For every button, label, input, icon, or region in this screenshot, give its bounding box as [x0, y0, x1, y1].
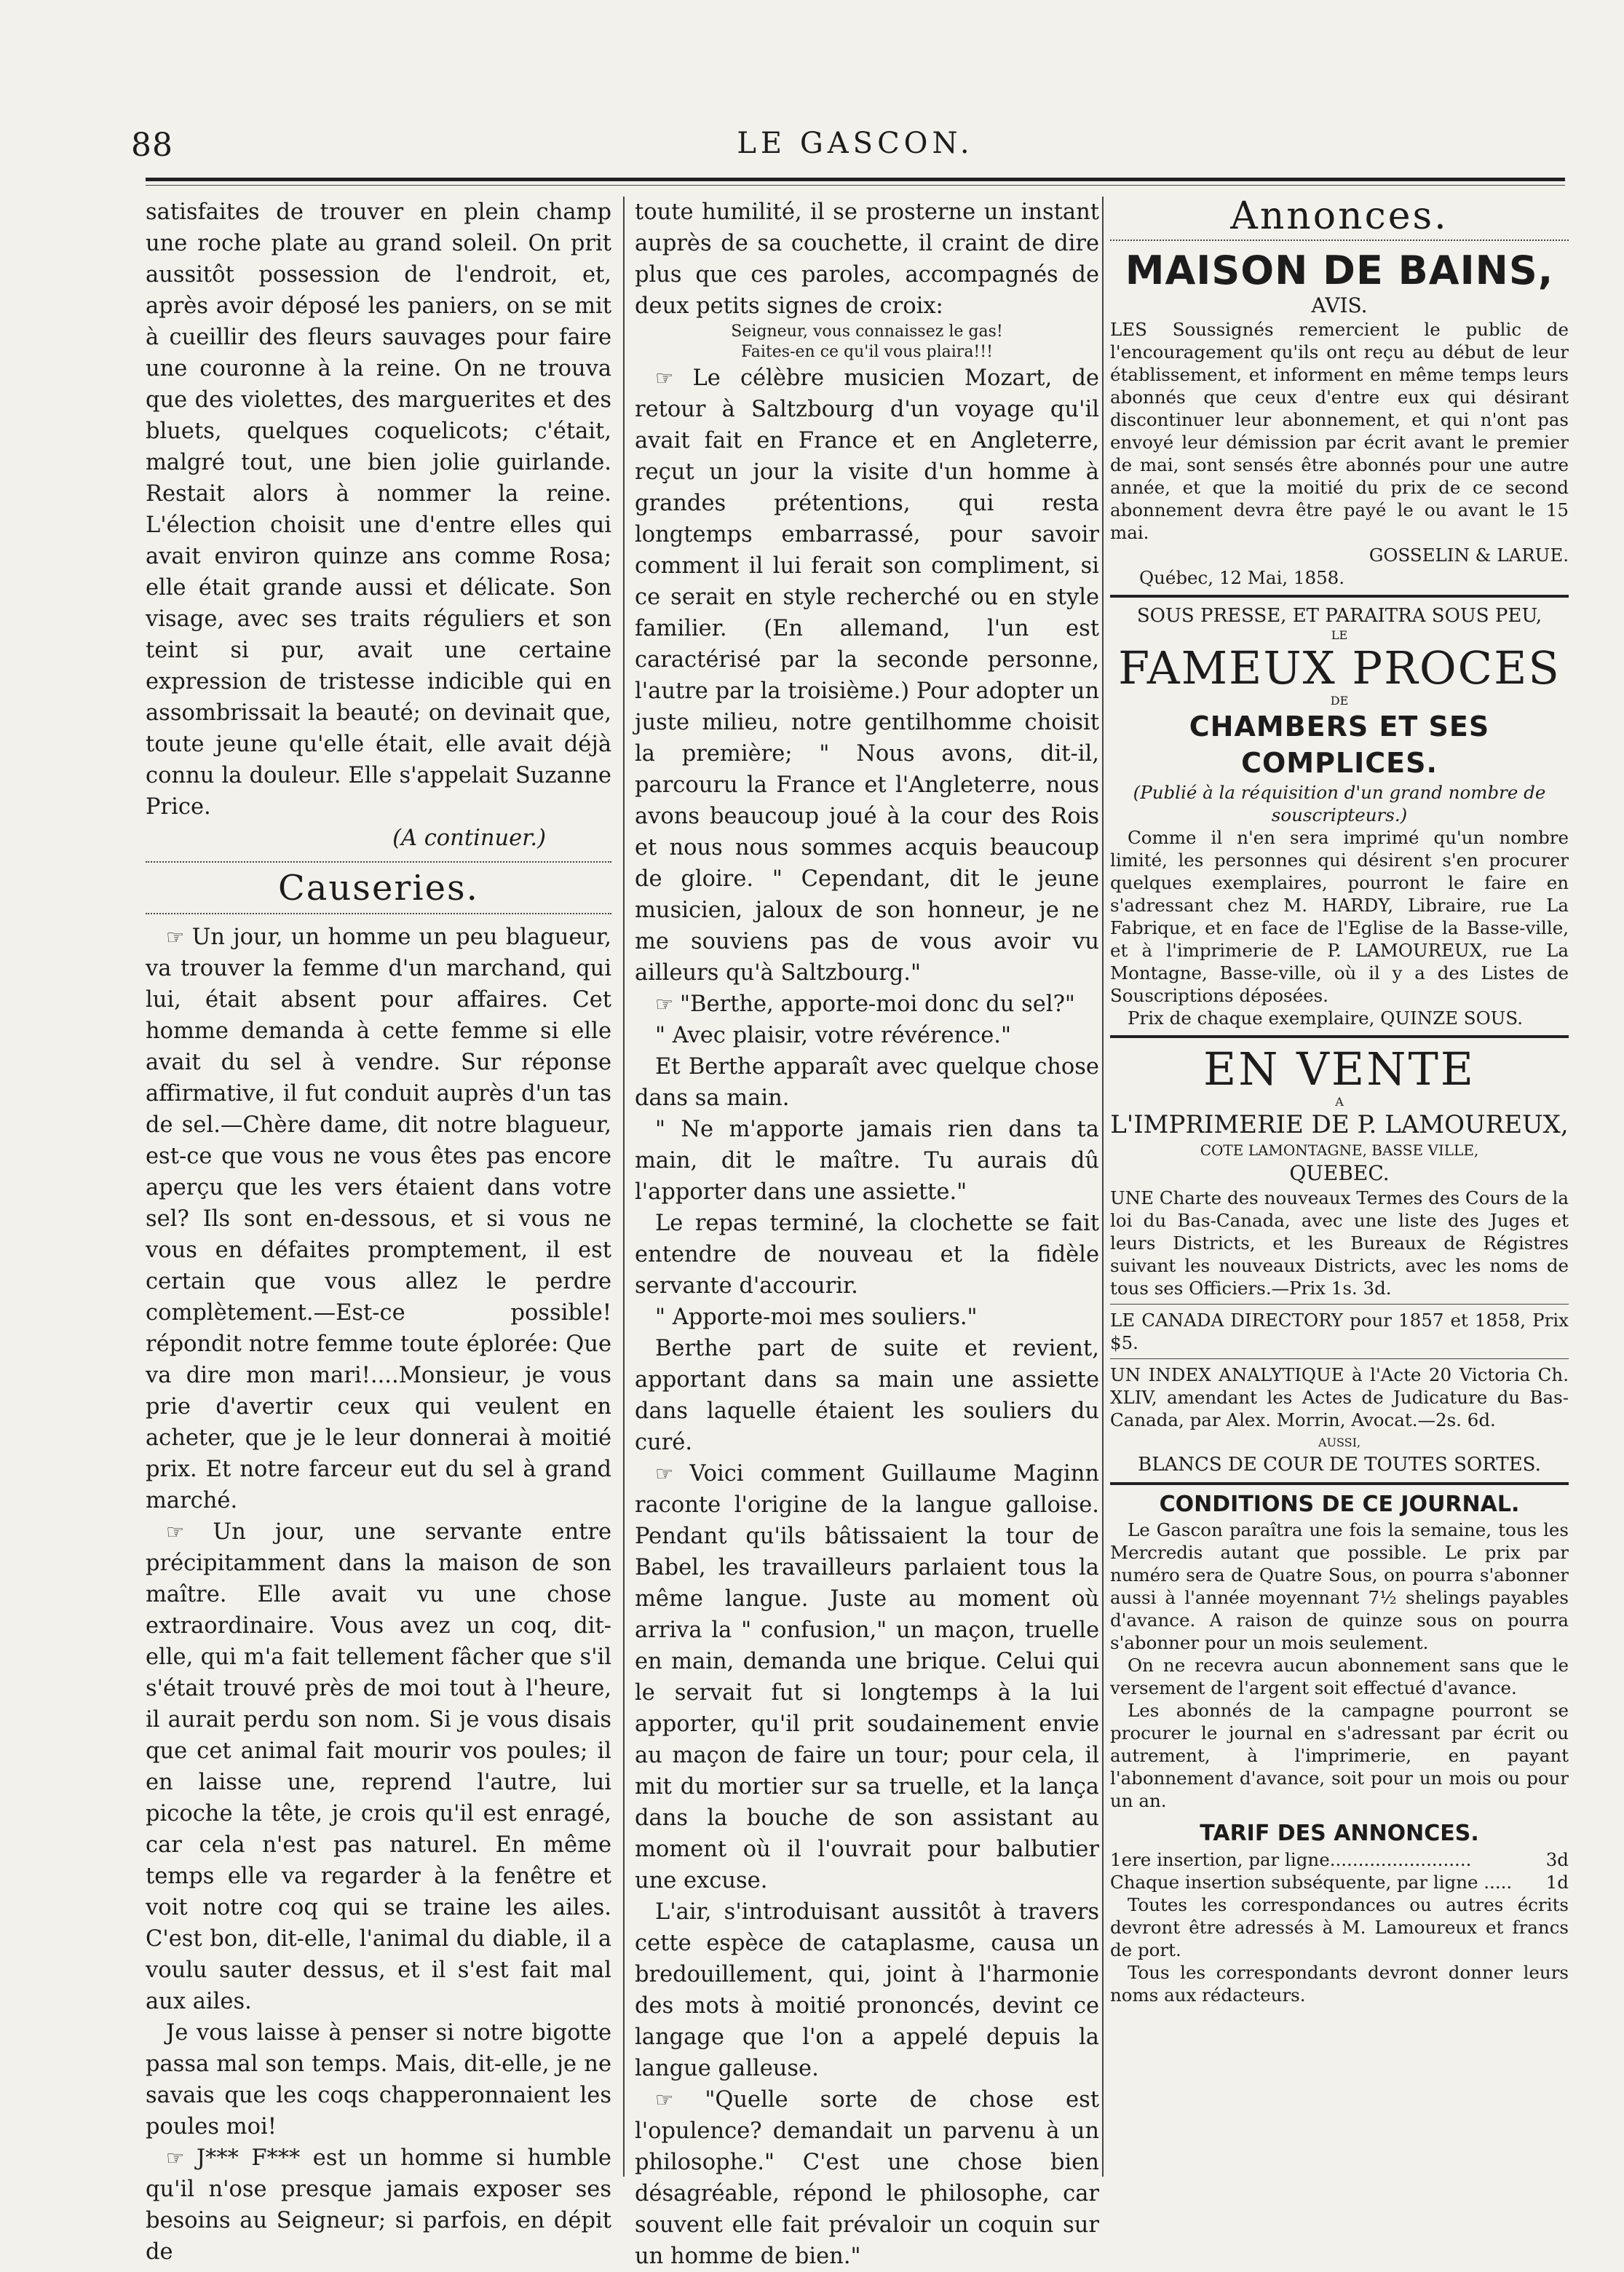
page-number: 88: [131, 127, 173, 164]
imprimerie-name: L'IMPRIMERIE DE P. LAMOUREUX,: [1110, 1110, 1569, 1139]
anecdote-welsh-2: L'air, s'introduisant aussitôt à travers cette espèce de cataplasme, causa un bredouillement, qui, joint à l'harmonie des mots à moitié prononcés, devint ce langage que l'on a appelé depuis la langue galleuse.: [635, 1899, 1099, 2081]
anecdote-salt-text: Un jour, un homme un peu blagueur, va trouver la femme d'un marchand, qui lui, était absent pour affaires. Cet homme demanda à cette femme si elle avait du sel à vendre. Sur réponse affirmative, il fut conduit auprès d'un tas de sel.—Chère dame, dit notre blagueur, est-ce que vous ne vous êtes pas encore aperçu que les vers étaient dans votre sel? Ils sont en-dessous, et si vous ne vous en défaites promptement, il est certain que vous allez le perdre complètement.—Est-ce possible! répondit notre femme toute éplorée: Que va dire mon mari!....Monsieur, je vous prie d'avertir ceux qui veulent en acheter, que je le leur donnerai à moitié prix. Et notre farceur eut du sel à grand marché.: [146, 925, 611, 1513]
avis-signature: GOSSELIN & LARUE.: [1368, 545, 1569, 566]
tarif-row-1-label: 1ere insertion, par ligne.........................: [1110, 1849, 1472, 1870]
anecdote-rooster: [146, 1516, 611, 2017]
condition-1: Le Gascon paraîtra une fois la semaine, tous les Mercredis autant que possible. Le prix par numéro sera de Quatre Sous, on pourra s'abonner aussi à l'année moyennant 7½ shelings payables d'avance. A raison de quinze sous on pourra s'abonner pour un mois seulement.: [1110, 1519, 1569, 1653]
fameux-block: [1110, 781, 1569, 1029]
aussi-label: AUSSI,: [1318, 1436, 1361, 1449]
quebec-label: QUEBEC.: [1289, 1161, 1390, 1185]
causeries-title: Causeries.: [278, 868, 479, 909]
ad-divider: [1110, 1035, 1569, 1038]
anecdote-welsh: [635, 1458, 1099, 1896]
tarif-row-2: [1110, 1871, 1569, 1893]
header-rule: [146, 178, 1565, 181]
tarif-row-2-label: Chaque insertion subséquente, par ligne .....: [1110, 1872, 1513, 1893]
section-divider: [1110, 240, 1569, 241]
berthe-line-3: Et Berthe apparaît avec quelque chose dans sa main.: [635, 1054, 1099, 1111]
ad-divider: [1110, 595, 1569, 598]
berthe-line-2: " Avec plaisir, votre révérence.": [655, 1023, 1012, 1048]
column-1: [146, 197, 611, 2268]
to-be-continued: (A continuer.): [392, 826, 546, 851]
condition-2: On ne recevra aucun abonnement sans que le versement de l'argent soit effectué d'avance.: [1110, 1655, 1569, 1698]
berthe-line-6: " Apporte-moi mes souliers.": [655, 1305, 978, 1330]
tarif-block: [1110, 1848, 1569, 2006]
le-label: LE: [1331, 628, 1348, 642]
fameux-proces-title: FAMEUX PROCES: [1118, 641, 1561, 694]
avis-block: [1110, 318, 1569, 589]
blancs-line: BLANCS DE COUR DE TOUTES SORTES.: [1138, 1454, 1541, 1476]
tarif-row-1-price: 3d: [1545, 1849, 1569, 1870]
anecdote-opulence-text: "Quelle sorte de chose est l'opulence? demandait un parvenu à un philosophe." C'est une chose bien désagréable, répond le philosophe, car souvent elle fait prévaloir un coquin sur un homme de bien.": [635, 2087, 1099, 2269]
anecdote-mozart-text: Le célèbre musicien Mozart, de retour à Saltzbourg d'un voyage qu'il avait fait en France et en Angleterre, reçut un jour la visite d'un homme à grandes prétentions, qui resta longtemps embarrassé, pour savoir comment il lui ferait son compliment, si ce serait en style recherché ou en style familier. (En allemand, l'un est caractérisé par la seconde personne, l'autre par la troisième.) Pour adopter un juste milieu, notre gentilhomme choisit la première; " Nous avons, dit-il, parcouru la France et l'Angleterre, nous avons beaucoup joué à la cour des Rois et nous nous sommes acquis beaucoup de gloire. " Cependant, dit le jeune musicien, jaloux de son honneur, je ne me souviens pas de vous avoir vu ailleurs qu'à Saltzbourg.": [635, 365, 1099, 986]
avis-heading: AVIS.: [1311, 293, 1368, 317]
page-header: [131, 122, 1580, 166]
tarif-row-1: [1110, 1848, 1569, 1871]
ad-divider: [1110, 1482, 1569, 1485]
pointing-hand-icon: ☞: [166, 925, 192, 949]
verse-line-2: Faites-en ce qu'il vous plaira!!!: [741, 343, 993, 361]
pointing-hand-icon: ☞: [655, 366, 693, 390]
tarif-title: TARIF DES ANNONCES.: [1200, 1821, 1479, 1846]
berthe-line-7: Berthe part de suite et revient, apportant dans sa main une assiette dans laquelle étaient les souliers du curé.: [635, 1336, 1099, 1455]
section-divider: [146, 913, 611, 914]
pointing-hand-icon: ☞: [655, 1462, 690, 1486]
anecdote-mozart: [635, 363, 1099, 989]
en-vente-block: [1110, 1187, 1569, 1476]
anecdote-rooster-text: Un jour, une servante entre précipitamment dans la maison de son maître. Elle avait vu une chose extraordinaire. Vous avez un coq, dit-elle, qui m'a fait tellement fâcher que s'il s'était trouvé près de moi tout à l'heure, il aurait perdu son nom. Si je vous disais que cet animal fait mourir vos poules; il en laisse une, reprend l'autre, lui picoche la tête, je crois qu'il est enragé, car cela n'est pas naturel. En même temps elle va regarder à la fenêtre et voit notre coq qui se traine les ailes. C'est bon, dit-elle, l'animal du diable, il a voulu sauter dessus, et il s'est fait mal aux ailes.: [146, 1519, 611, 2014]
pointing-hand-icon: ☞: [166, 2146, 197, 2170]
anecdote-welsh-text: Voici comment Guillaume Maginn raconte l'origine de la langue galloise. Pendant qu'ils bâtissaient la tour de Babel, les travailleurs parlaient tous la même langue. Juste au moment où arriva la " confusion," un maçon, truelle en main, demanda une brique. Celui qui le servait fut si longtemps à la lui apporter, qu'il prit soudainement envie au maçon de faire un tour; pour cela, il mit du mortier sur sa truelle, et la lança dans la bouche de son assistant au moment où il l'ouvrait pour balbutier une excuse.: [635, 1461, 1099, 1893]
annonces-title: Annonces.: [1230, 194, 1449, 238]
verse-line-1: Seigneur, vous connaissez le gas!: [731, 322, 1003, 341]
en-vente-title: EN VENTE: [1203, 1042, 1476, 1096]
anecdote-humble: [146, 2142, 611, 2268]
berthe-line-5: Le repas terminé, la clochette se fait entendre de nouveau et la fidèle servante d'accourir.: [635, 1211, 1099, 1299]
condition-3: Les abonnés de la campagne pourront se procurer le journal en s'adressant par écrit ou autrement, à l'imprimerie, en payant l'abonnement d'avance, soit pour un mois ou pour un an.: [1110, 1700, 1569, 1811]
conditions-title: CONDITIONS DE CE JOURNAL.: [1159, 1492, 1520, 1517]
humble-continued: toute humilité, il se prosterne un instant auprès de sa couchette, il craint de dire plus que ces paroles, accompagnés de deux petits signes de croix:: [635, 199, 1099, 319]
sous-presse: SOUS PRESSE, ET PARAITRA SOUS PEU,: [1136, 605, 1542, 627]
chambers-title: CHAMBERS ET SES COMPLICES.: [1189, 711, 1490, 779]
column-divider-2: [1102, 197, 1104, 2177]
column-3-ads: [1110, 194, 1569, 2006]
a-label: A: [1335, 1095, 1344, 1109]
item-divider: [1110, 1304, 1569, 1305]
anecdote-bigotte: Je vous laisse à penser si notre bigotte passa mal son temps. Mais, dit-elle, je ne savais que les coqs chapperonnaient les poules moi!: [146, 2020, 611, 2140]
de-label: DE: [1330, 694, 1349, 708]
tarif-text: Toutes les correspondances ou autres écrits devront être adressés à M. Lamoureux et francs de port.: [1110, 1894, 1569, 1960]
charte-text: UNE Charte des nouveaux Termes des Cours de la loi du Bas-Canada, avec une liste des Juges et leurs Districts, et les Bureaux de Régistres suivant les nouveaux Districts, avec les noms de tous ses Officiers.—Prix 1s. 3d.: [1110, 1187, 1569, 1299]
pointing-hand-icon: ☞: [166, 1520, 213, 1544]
header-rule-thin: [146, 185, 1565, 186]
pointing-hand-icon: ☞: [655, 2088, 705, 2112]
masthead-title: LE GASCON.: [737, 127, 974, 160]
column-divider-1: [623, 197, 625, 2177]
pointing-hand-icon: ☞: [655, 992, 681, 1016]
berthe-line-4: " Ne m'apporte jamais rien dans ta main, dit le maître. Tu aurais dû l'apporter dans une assiette.": [635, 1117, 1099, 1205]
publie-note: (Publié à la réquisition d'un grand nombre de souscripteurs.): [1133, 782, 1546, 826]
tarif-text-2: Tous les correspondants devront donner leurs noms aux rédacteurs.: [1110, 1962, 1569, 2006]
item-divider: [1110, 1358, 1569, 1359]
anecdote-opulence: [635, 2084, 1099, 2272]
tarif-row-2-price: 1d: [1545, 1872, 1569, 1893]
section-divider: [146, 861, 611, 863]
canada-directory-text: LE CANADA DIRECTORY pour 1857 et 1858, Prix $5.: [1110, 1310, 1569, 1353]
berthe-line-1: [635, 989, 1099, 1020]
anecdote-humble-text: J*** F*** est un homme si humble qu'il n'ose presque jamais exposer ses besoins au Seigneur; si parfois, en dépit de: [146, 2145, 611, 2265]
story-continued-text: satisfaites de trouver en plein champ une roche plate au grand soleil. On prit aussitôt possession de l'endroit, et, après avoir déposé les paniers, on se mit à cueillir des fleurs sauvages pour faire une couronne à la reine. On ne trouva que des violettes, des marguerites et des bluets, quelques coquelicots; c'était, malgré tout, une bien jolie guirlande. Restait alors à nommer la reine. L'élection choisit une d'entre elles qui avait environ quinze ans comme Rosa; elle était grande aussi et délicate. Son visage, avec ses traits réguliers et son teint si pur, avait une certaine expression de tristesse indicible qui en assombrissait la beauté; on devinait que, toute jeune qu'elle était, elle avait déjà connu la douleur. Elle s'appelait Suzanne Price.: [146, 199, 611, 820]
index-text: UN INDEX ANALYTIQUE à l'Acte 20 Victoria Ch. XLIV, amendant les Actes de Judicature du Bas-Canada, par Alex. Morrin, Avocat.—2s. 6d.: [1110, 1364, 1569, 1430]
avis-date: Québec, 12 Mai, 1858.: [1139, 567, 1345, 588]
berthe-line-1-text: "Berthe, apporte-moi donc du sel?": [680, 991, 1075, 1017]
maison-de-bains-title: MAISON DE BAINS,: [1125, 248, 1554, 293]
cote-address: COTE LAMONTAGNE, BASSE VILLE,: [1200, 1141, 1479, 1159]
conditions-block: [1110, 1519, 1569, 1812]
comme-text: Comme il n'en sera imprimé qu'un nombre limité, les personnes qui désirent s'en procurer quelques exemplaires, pourront le faire en s'adressant chez M. HARDY, Libraire, rue La Fabrique, et en face de l'Eglise de la Basse-ville, et à l'imprimerie de P. LAMOUREUX, rue La Montagne, Basse-ville, où il y a des Listes de Souscriptions déposées.: [1110, 827, 1569, 1006]
column-2: [635, 197, 1099, 2272]
prix-exemplaire: Prix de chaque exemplaire, QUINZE SOUS.: [1128, 1008, 1524, 1029]
avis-text: LES Soussignés remercient le public de l'encouragement qu'ils ont reçu au début de leur établissement, et informent en même temps leurs abonnés que ceux d'entre eux qui désirant discontinuer leur abonnement, et qui n'ont pas envoyé leur démission par écrit avant le premier de mai, sont sensés être abonnés pour une autre année, et que la moitié du prix de ce second abonnement devra être payé le ou avant le 15 mai.: [1110, 319, 1569, 543]
anecdote-salt: [146, 922, 611, 1516]
